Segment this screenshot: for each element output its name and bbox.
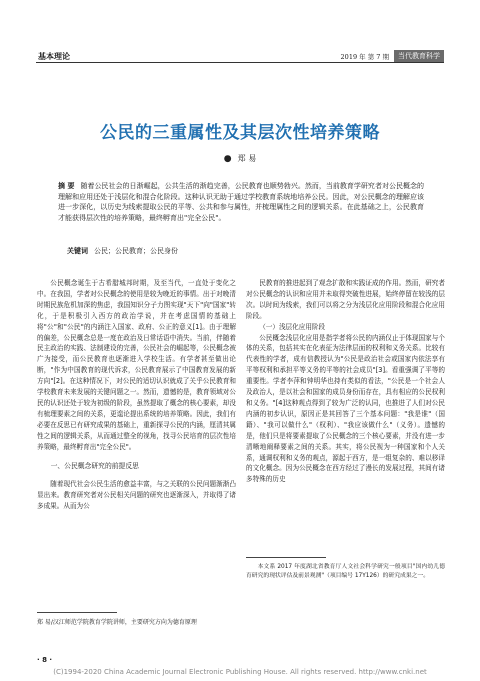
footnote-rule (37, 612, 117, 613)
keywords-text: 公民；公民教育；公民身份 (94, 247, 178, 255)
author-line (0, 153, 480, 164)
subsection-heading: （一）浅层化应用阶段 (259, 322, 326, 331)
keywords-label: 关键词 (67, 247, 88, 255)
body-column-left (37, 278, 236, 512)
funding-footnote: 本文系 2017 年度湖北省教育厅人文社会科学研究一般项目"国内幼儿德育研究的现状评估及前景观测"（项目编号 17Y126）的研究成果之一。 (246, 564, 445, 579)
abstract (58, 181, 424, 223)
abstract-text: 随着公民社会的日渐崛起，公共生活的渐趋完善，公民教育也顺势勃兴。然而，当前教育学研究者对公民概念的理解和应用还处于浅层化和混合化阶段。这种认识无助于通过学校教育系统地培养公民。因此，对公民概念的理解应该进一步深化，以历史为线索提取公民的平等、公共和参与属性，并梳理属性之间的逻辑关系。在此基础之上，公民教育才能获得层次性的培养策略，最终孵育出"完全公民"。 (58, 182, 425, 222)
page-number: · 8 · (37, 656, 53, 664)
journal-badge: 当代教育科学 (394, 50, 444, 62)
keywords (67, 246, 417, 256)
body-column-right (246, 278, 445, 485)
section-label: 基本理论 (38, 52, 70, 61)
author-name: 郑 易 (237, 154, 257, 163)
issue-label: 2019 年 第 7 期 (340, 52, 389, 61)
footnote-rule (246, 557, 326, 558)
section-heading: 一、公民概念研究的前提反思 (50, 461, 139, 470)
paragraph: 随着现代社会公民生活的愈益丰富，与之关联的公民问题渐渐凸显出来。教育研究者对公民相关问题的研究也逐渐深入，并取得了诸多成果。从而为公 (37, 480, 236, 511)
paragraph: 公民概念诞生于古希腊城邦时期，及至当代，一直处于变化之中。在我国，学者对公民概念的使用是较为晚近的事情。出于对晚清时期民族危机加深的焦虑，我国知识分子力图实现"天下"向"国家"转化，于是积极引入西方的政治学说，并在考虑国情的基础上将"公"和"公民"的内涵注入国家、政府、公正的意义[1]。由于理解的偏差，公民概念总是一度在政治及日常话语中消失。当前，伴随着民主政治的实践、法制建设的完善，公民社会的崛起等，公民概念被广为接受，而公民教育也逐渐进入学校生活。有学者甚至做出论断，"作为中国教育的现代诉求，公民教育展示了中国教育发展的新方向"[2]。在这种情况下，对公民的适切认识就成了关乎公民教育和学校教育未来发展的关键问题之一。然而，遗憾的是，教育领域对公民的认识还处于较为初级的阶段，虽然提取了概念的核心要素，却没有梳理要素之间的关系，更遑论提出系统的培养策略。因此，我们有必要在反思已有研究成果的基础上，重新探寻公民的内涵，厘清其属性之间的逻辑关系，从而通过整全的视角，找寻公民培育的层次性培养策略，最终孵育出"完全公民"。 (37, 279, 236, 451)
paragraph: 公民概念浅层化应用是指学者将公民的内涵仅止于体现国家与个体的关系，包括其实在化表征为法律层面的权利和义务关系。比较有代表性的学者，成有信教授认为"公民是政治社会或国家内依法享有平等权利和承担平等义务的平等的社会成员"[3]。看重强调了平等的重要性。学者李萍和钟明华也持有类似的看法，"公民是一个社会人及政治人，是以社会和国家的成员身份而存在，具有相应的公民权利和义务。"[4]这种观点得到了较为广泛的认同，也推进了人们对公民内涵的初步认识，原因正是其回答了三个基本问题："我是谁"（国籍）、"我可以做什么"（权利）、"我应该做什么"（义务）。遗憾的是，他们只是将要素提取了公民概念的三个核心要素，并没有进一步清晰地阐释要素之间的关系。其实，将公民视为一种国家和个人关系，通调权利和义务的观点，源起于西方，是一组复杂的、难以移译的文化概念。因为公民概念在西方经过了漫长的发展过程，其间有诸多特殊的历史 (246, 333, 445, 484)
author-footnote: 郑 易/汉江师范学院教育学院讲师，主要研究方向为德育原理 (37, 619, 197, 626)
copyright-watermark: (C)1994-2020 China Academic Journal Electronic Publishing House. All rights reserved. http://www.cnki.net (53, 668, 427, 676)
abstract-label: 摘 要 (58, 182, 75, 190)
paragraph: 民教育的推进起到了观念扩散和实践证成的作用。然而，研究者对公民概念的认识和应用并未取得突破性进展，始终停留在较浅的层次。以时间为线索，我们可以将之分为浅层化应用阶段和混合化应用阶段。 (246, 279, 445, 320)
header-rule (36, 62, 444, 63)
article-title: 公民的三重属性及其层次性培养策略 (100, 123, 380, 143)
bullet-icon: ● (223, 154, 232, 164)
journal-header (341, 50, 444, 62)
